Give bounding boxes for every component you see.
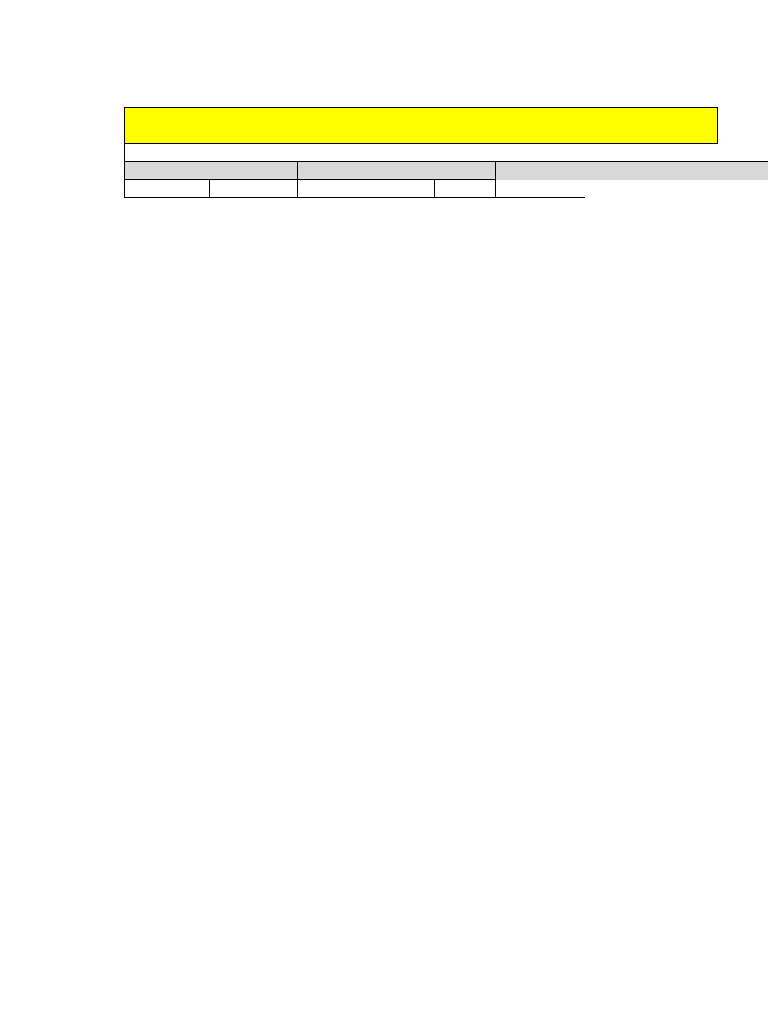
sinonim-header: [124, 161, 298, 180]
section-header-row: [124, 161, 768, 180]
table1-header-row: [124, 180, 585, 198]
tes-header: [124, 144, 584, 161]
col-jawaban-header: [210, 180, 298, 198]
antonim-header: [298, 161, 496, 180]
tes-row: [124, 144, 584, 161]
section-header-blank: [496, 161, 768, 180]
col-jawaban2-header: [435, 180, 496, 198]
sheet-title: [125, 108, 717, 143]
col-soal-header: [124, 180, 210, 198]
col-soal3-header: [496, 180, 585, 198]
col-soal2-header: [298, 180, 435, 198]
title-row: [124, 107, 718, 144]
